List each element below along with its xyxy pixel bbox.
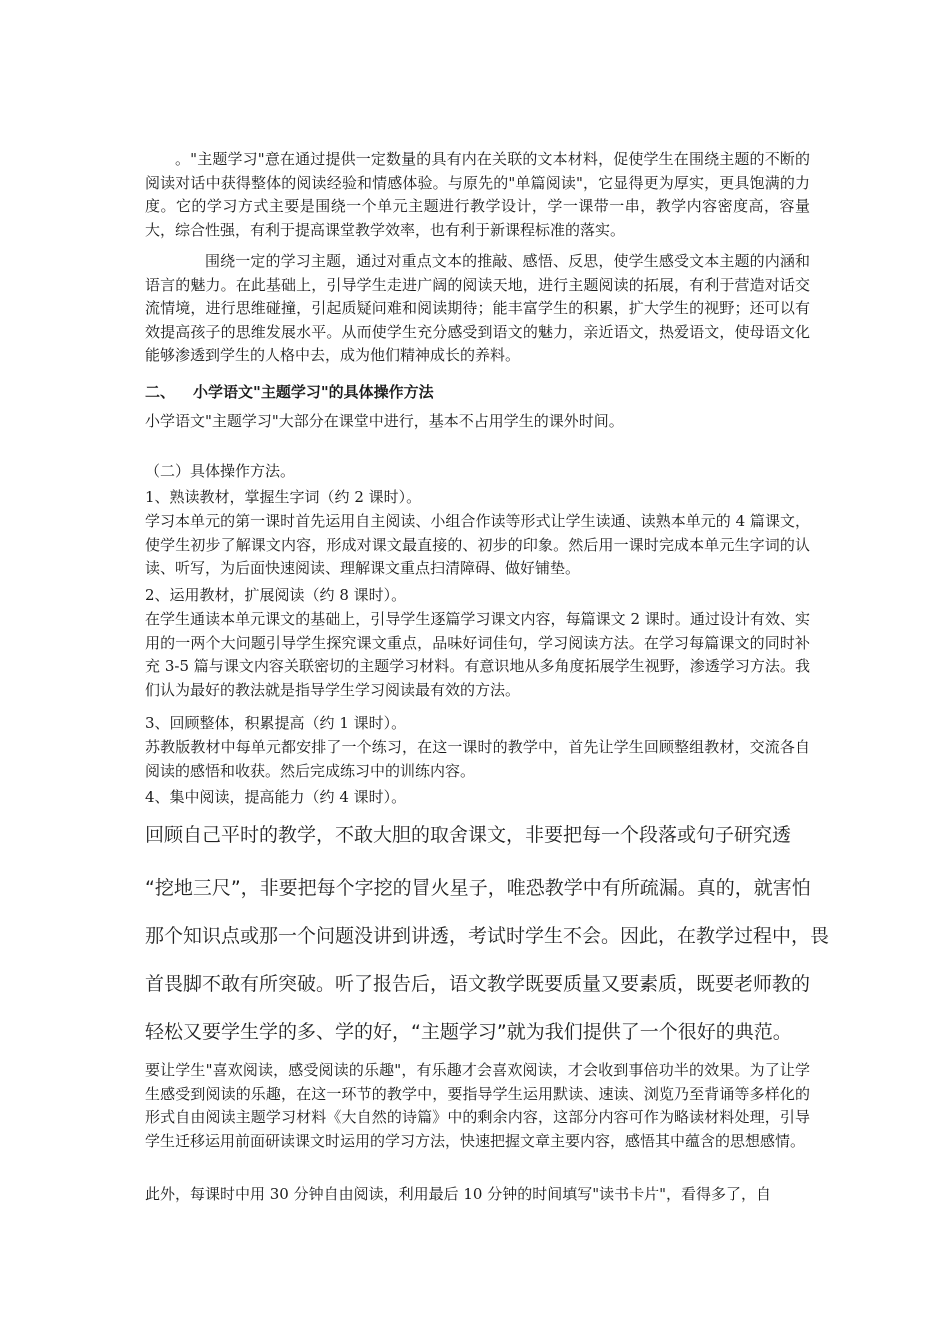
reflection-line-2: “挖地三尺”，非要把每个字挖的冒火星子，唯恐教学中有所疏漏。真的，就害怕	[145, 877, 811, 899]
step-4-title: 4、集中阅读，提高能力（约 4 课时）。	[145, 788, 407, 806]
step-1-title: 1、熟读教材，掌握生字词（约 2 课时）。	[145, 488, 422, 506]
section-title: 小学语文"主题学习"的具体操作方法	[193, 383, 434, 401]
paragraph-reading-card: 此外，每课时中用 30 分钟自由阅读，利用最后 10 分钟的时间填写"读书卡片"，看得多了，自	[145, 1185, 772, 1203]
step-2-body: 在学生通读本单元课文的基础上，引导学生逐篇学习课文内容，每篇课文 2 课时。通过设计有效、实用的一两个大问题引导学生探究课文重点，品味好词佳句，学习阅读方法。在学习每篇课文的同时补充 3-5 篇与课文内容关联密切的主题学习材料。有意识地从多角度拓展学生视野，渗透学习方法。我们认为最好的教法就是指导学生学习阅读最有效的方法。	[145, 610, 810, 699]
reflection-line-1: 回顾自己平时的教学，不敢大胆的取舍课文，非要把每一个段落或句子研究透	[145, 824, 792, 846]
reflection-line-5: 轻松又要学生学的多、学的好，“主题学习”就为我们提供了一个很好的典范。	[145, 1021, 792, 1043]
step-1-body: 学习本单元的第一课时首先运用自主阅读、小组合作读等形式让学生读通、读熟本单元的 4 篇课文，使学生初步了解课文内容，形成对课文最直接的、初步的印象。然后用一课时完成本单元生字词的认读、听写，为后面快速阅读、理解课文重点扫清障碍、做好铺垫。	[145, 512, 810, 577]
step-3-body: 苏教版教材中每单元都安排了一个练习，在这一课时的教学中，首先让学生回顾整组教材，交流各自阅读的感悟和收获。然后完成练习中的训练内容。	[145, 738, 810, 780]
paragraph-theme-benefits: 围绕一定的学习主题，通过对重点文本的推敲、感悟、反思，使学生感受文本主题的内涵和语言的魅力。在此基础上，引导学生走进广阔的阅读天地，进行主题阅读的拓展，有利于营造对话交流情境，进行思维碰撞，引起质疑问难和阅读期待；能丰富学生的积累，扩大学生的视野；还可以有效提高孩子的思维发展水平。从而使学生充分感受到语文的魅力，亲近语文，热爱语文，使母语文化能够渗透到学生的人格中去，成为他们精神成长的养料。	[145, 252, 810, 364]
section-heading	[145, 381, 810, 404]
paragraph-theme-intro: 。"主题学习"意在通过提供一定数量的具有内在关联的文本材料，促使学生在围绕主题的不断的阅读对话中获得整体的阅读经验和情感体验。与原先的"单篇阅读"，它显得更为厚实，更具饱满的力度。它的学习方式主要是围绕一个单元主题进行教学设计，学一课带一串，教学内容密度高，容量大，综合性强，有利于提高课堂教学效率，也有利于新课程标准的落实。	[145, 150, 810, 239]
step-2-title: 2、运用教材，扩展阅读（约 8 课时）。	[145, 586, 407, 604]
paragraph-reading-joy: 要让学生"喜欢阅读，感受阅读的乐趣"，有乐趣才会喜欢阅读，才会收到事倍功半的效果。为了让学生感受到阅读的乐趣，在这一环节的教学中，要指导学生运用默读、速读、浏览乃至背诵等多样化的形式自由阅读主题学习材料《大自然的诗篇》中的剩余内容，这部分内容可作为略读材料处理，引导学生迁移运用前面研读课文时运用的学习方法，快速把握文章主要内容，感悟其中蕴含的思想感情。	[145, 1061, 810, 1150]
reflection-line-4: 首畏脚不敢有所突破。听了报告后，语文教学既要质量又要素质，既要老师教的	[145, 973, 811, 995]
step-3-title: 3、回顾整体，积累提高（约 1 课时）。	[145, 714, 407, 732]
reflection-line-3: 那个知识点或那一个问题没讲到讲透，考试时学生不会。因此，在教学过程中，畏	[145, 925, 830, 947]
section-number: 二、	[145, 383, 176, 401]
paragraph-classroom: 小学语文"主题学习"大部分在课堂中进行，基本不占用学生的课外时间。	[145, 412, 624, 430]
subsection-heading: （二）具体操作方法。	[145, 462, 296, 480]
